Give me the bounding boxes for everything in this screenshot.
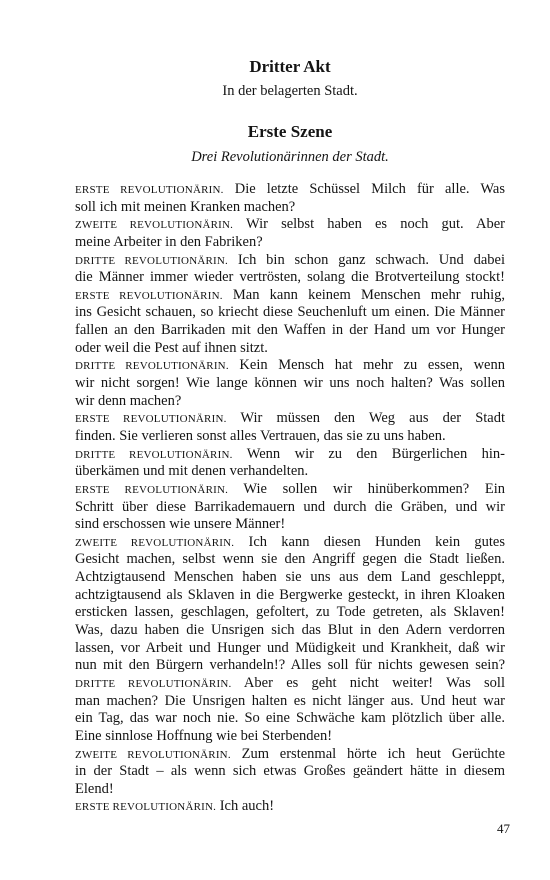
scene-title: Erste Szene [247, 122, 333, 141]
text-line: finden. Sie verlieren sonst alles Vertrauen, das sie zu uns haben. [75, 427, 446, 444]
text-line: in der Stadt – als wenn sich etwas Großes geändert hätte in diesem [75, 763, 505, 780]
speaker-name: DRITTE REVOLUTIONÄRIN. [75, 677, 232, 690]
dialogue-body [75, 181, 505, 816]
text-line: ein Tag, das war noch nie. So eine Schwäche kam plötzlich über alle. [75, 710, 505, 727]
speaker-name: ERSTE REVOLUTIONÄRIN. [75, 413, 227, 426]
line-text: Ich auch! [219, 798, 275, 815]
page-number: 47 [497, 821, 510, 836]
text-line: fallen an den Barrikaden mit den Waffen in der Hand um vor Hunger [75, 322, 505, 339]
text-line: Schritt über diese Barrikademauern und durch die Gräben, und wir [75, 498, 505, 515]
line-text: Man kann keinem Menschen mehr ruhig, [232, 286, 505, 303]
line-text: Die letzte Schüssel Milch für alle. Was [234, 181, 505, 197]
text-line [75, 481, 505, 499]
text-line: Elend! [75, 780, 114, 797]
text-line: oder weil die Pest auf ihnen sitzt. [75, 339, 268, 356]
text-line [75, 252, 505, 270]
speaker-name: ZWEITE REVOLUTIONÄRIN. [75, 748, 231, 761]
speaker-name: DRITTE REVOLUTIONÄRIN. [75, 254, 228, 267]
act-setting: In der belagerten Stadt. [222, 83, 358, 99]
text-line: überkämen und mit denen verhandelten. [75, 463, 309, 480]
text-line: achtzigtausend als Sklaven in die Bergwerke gesteckt, in ihren Kloaken [75, 586, 505, 603]
text-line [75, 216, 505, 234]
speaker-name: DRITTE REVOLUTIONÄRIN. [75, 448, 233, 461]
text-line [75, 746, 505, 764]
speaker-name: ERSTE REVOLUTIONÄRIN. [75, 184, 224, 196]
line-text: Zum erstenmal hörte ich heut Gerüchte [241, 745, 505, 762]
text-line: wir denn machen? [75, 392, 182, 409]
text-line [75, 181, 505, 199]
text-line [75, 287, 505, 305]
act-title: Dritter Akt [249, 57, 331, 76]
speaker-name: ZWEITE REVOLUTIONÄRIN. [75, 219, 234, 232]
line-text: Wenn wir zu den Bürgerlichen hin- [246, 445, 505, 462]
line-text: Ich bin schon ganz schwach. Und dabei [237, 251, 505, 268]
line-text: Wie sollen wir hinüberkommen? Ein [243, 480, 505, 497]
text-line: die Männer immer wieder vertrösten, solang die Brotverteilung stockt! [75, 269, 505, 286]
speaker-name: ERSTE REVOLUTIONÄRIN. [75, 801, 217, 814]
text-line: soll ich mit meinen Kranken machen? [75, 198, 296, 215]
text-line: lassen, vor Arbeit und Hunger und Müdigkeit und Krankheit, daß wir [75, 639, 505, 656]
text-line [75, 798, 505, 816]
text-line: Achtzigtausend Menschen haben sie uns aus dem Land geschleppt, [75, 569, 505, 586]
text-line [75, 410, 505, 428]
line-text: Ich kann diesen Hunden kein gutes [248, 533, 505, 550]
text-line: ersticken lassen, geschlagen, gefoltert, zu Tode getreten, als Sklaven! [75, 604, 505, 621]
text-line: Eine sinnlose Hoffnung wie bei Sterbenden! [75, 727, 333, 744]
text-line: man machen? Die Unsrigen halten es nicht länger aus. Und heut war [75, 692, 505, 709]
text-line [75, 446, 505, 464]
scene-characters: Drei Revolutionärinnen der Stadt. [191, 149, 389, 165]
text-line: sind erschossen wie unsere Männer! [75, 516, 286, 533]
line-text: Kein Mensch hat mehr zu essen, wenn [239, 357, 505, 374]
speaker-name: ZWEITE REVOLUTIONÄRIN. [75, 536, 235, 549]
text-line: Gesicht machen, selbst wenn sie den Angriff gegen die Stadt ließen. [75, 551, 505, 568]
text-line: nun mit den Bürgern verhandeln!? Alles soll für nichts gewesen sein? [75, 657, 505, 674]
text-line: ins Gesicht schauen, so kriecht diese Seuchenluft um einen. Die Männer [75, 304, 505, 321]
line-text: Aber es geht nicht weiter! Was soll [243, 674, 505, 691]
line-text: Wir selbst haben es noch gut. Aber [245, 216, 505, 233]
speaker-name: ERSTE REVOLUTIONÄRIN. [75, 289, 223, 302]
speaker-name: ERSTE REVOLUTIONÄRIN. [75, 483, 229, 496]
text-line [75, 534, 505, 552]
text-line [75, 675, 505, 693]
text-line: wir nicht sorgen! Wie lange können wir uns noch halten? Was sollen [75, 375, 505, 392]
line-text: Wir müssen den Weg aus der Stadt [240, 410, 505, 427]
text-line [75, 357, 505, 375]
text-line: Was, dazu haben die Unsrigen sich das Blut in den Adern verdorren [75, 622, 505, 639]
speaker-name: DRITTE REVOLUTIONÄRIN. [75, 360, 229, 373]
text-line: meine Arbeiter in den Fabriken? [75, 233, 263, 250]
